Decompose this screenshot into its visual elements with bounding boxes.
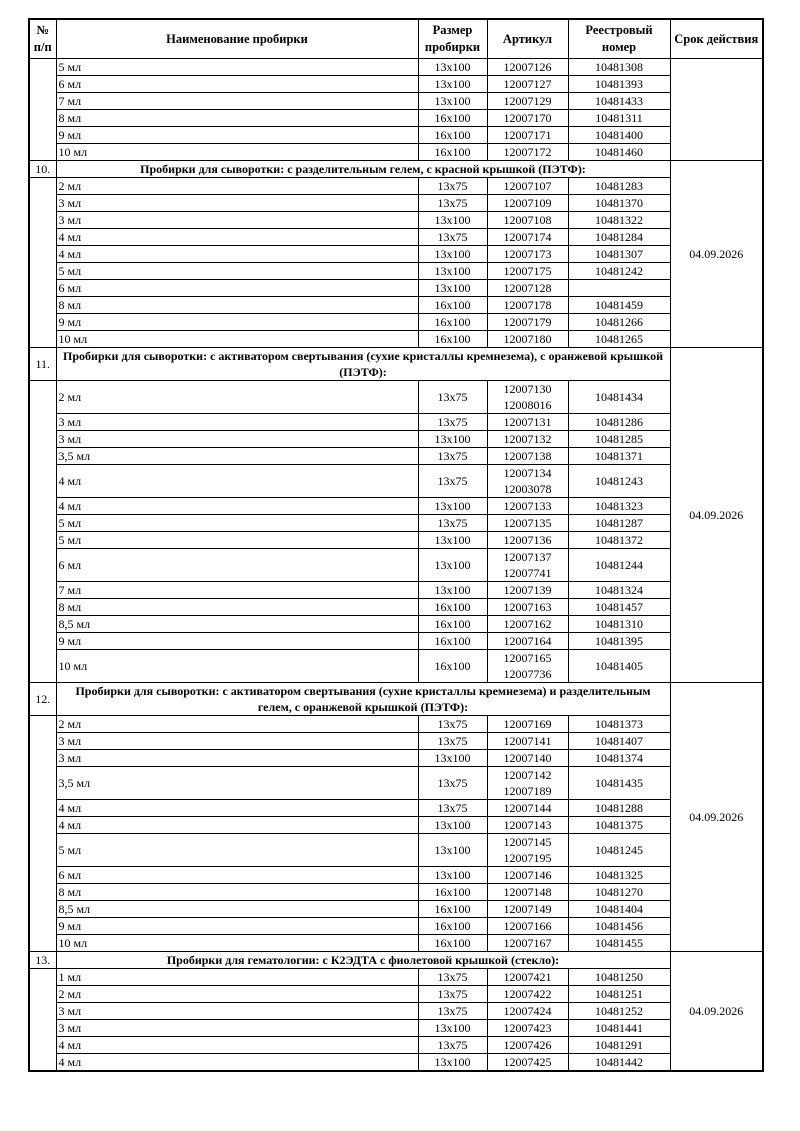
article-cell: 12007143 bbox=[487, 817, 568, 834]
tube-size-cell: 13x100 bbox=[418, 582, 487, 599]
tube-name-cell: 10 мл bbox=[56, 650, 418, 683]
article-cell: 12007422 bbox=[487, 986, 568, 1003]
table-row bbox=[29, 1054, 763, 1072]
section-number-spacer-cell bbox=[29, 969, 56, 1072]
validity-cell: 04.09.2026 bbox=[670, 161, 763, 348]
article-cell: 12007137 12007741 bbox=[487, 549, 568, 582]
table-row bbox=[29, 280, 763, 297]
validity-cell: 04.09.2026 bbox=[670, 348, 763, 683]
tube-size-cell: 13x100 bbox=[418, 212, 487, 229]
article-cell: 12007424 bbox=[487, 1003, 568, 1020]
section-title-cell: Пробирки для гематологии: с К2ЭДТА с фиолетовой крышкой (стекло): bbox=[56, 952, 670, 969]
article-cell: 12007166 bbox=[487, 918, 568, 935]
table-row bbox=[29, 448, 763, 465]
registry-cell: 10481325 bbox=[568, 867, 670, 884]
article-cell: 12007134 12003078 bbox=[487, 465, 568, 498]
article-cell: 12007129 bbox=[487, 93, 568, 110]
tube-name-cell: 4 мл bbox=[56, 229, 418, 246]
tube-name-cell: 7 мл bbox=[56, 582, 418, 599]
table-row bbox=[29, 515, 763, 532]
article-cell: 12007173 bbox=[487, 246, 568, 263]
tube-size-cell: 13x75 bbox=[418, 448, 487, 465]
table-row bbox=[29, 884, 763, 901]
section-number-cell: 13. bbox=[29, 952, 56, 969]
table-row bbox=[29, 144, 763, 161]
tube-size-cell: 13x100 bbox=[418, 280, 487, 297]
tube-size-cell: 13x75 bbox=[418, 229, 487, 246]
tube-name-cell: 9 мл bbox=[56, 314, 418, 331]
tube-name-cell: 3 мл bbox=[56, 750, 418, 767]
tube-table-body bbox=[29, 59, 763, 1072]
tube-size-cell: 13x75 bbox=[418, 515, 487, 532]
table-row bbox=[29, 935, 763, 952]
article-cell: 12007421 bbox=[487, 969, 568, 986]
tube-size-cell: 16x100 bbox=[418, 901, 487, 918]
tube-name-cell: 9 мл bbox=[56, 633, 418, 650]
section-header-row bbox=[29, 952, 763, 969]
registry-cell: 10481324 bbox=[568, 582, 670, 599]
tube-name-cell: 5 мл bbox=[56, 263, 418, 280]
registry-cell: 10481287 bbox=[568, 515, 670, 532]
registry-cell bbox=[568, 280, 670, 297]
table-row bbox=[29, 582, 763, 599]
article-cell: 12007128 bbox=[487, 280, 568, 297]
registry-cell: 10481252 bbox=[568, 1003, 670, 1020]
tube-name-cell: 7 мл bbox=[56, 93, 418, 110]
tube-name-cell: 5 мл bbox=[56, 59, 418, 76]
article-cell: 12007146 bbox=[487, 867, 568, 884]
section-header-row bbox=[29, 348, 763, 381]
tube-size-cell: 13x100 bbox=[418, 750, 487, 767]
header-article: Артикул bbox=[487, 19, 568, 59]
article-cell: 12007148 bbox=[487, 884, 568, 901]
tube-name-cell: 6 мл bbox=[56, 867, 418, 884]
table-row bbox=[29, 901, 763, 918]
tube-size-cell: 13x100 bbox=[418, 1020, 487, 1037]
registry-cell: 10481395 bbox=[568, 633, 670, 650]
tube-name-cell: 10 мл bbox=[56, 144, 418, 161]
validity-cell: 04.09.2026 bbox=[670, 952, 763, 1072]
table-row bbox=[29, 616, 763, 633]
tube-size-cell: 16x100 bbox=[418, 599, 487, 616]
article-cell: 12007167 bbox=[487, 935, 568, 952]
table-row bbox=[29, 498, 763, 515]
tube-name-cell: 8 мл bbox=[56, 884, 418, 901]
registry-cell: 10481375 bbox=[568, 817, 670, 834]
registry-cell: 10481373 bbox=[568, 716, 670, 733]
table-row bbox=[29, 297, 763, 314]
tube-name-cell: 2 мл bbox=[56, 381, 418, 414]
registry-cell: 10481270 bbox=[568, 884, 670, 901]
table-row bbox=[29, 986, 763, 1003]
tube-name-cell: 3 мл bbox=[56, 212, 418, 229]
article-cell: 12007130 12008016 bbox=[487, 381, 568, 414]
article-cell: 12007179 bbox=[487, 314, 568, 331]
article-cell: 12007170 bbox=[487, 110, 568, 127]
table-row bbox=[29, 178, 763, 195]
article-cell: 12007107 bbox=[487, 178, 568, 195]
registry-cell: 10481307 bbox=[568, 246, 670, 263]
registry-cell: 10481400 bbox=[568, 127, 670, 144]
registry-cell: 10481310 bbox=[568, 616, 670, 633]
tube-size-cell: 16x100 bbox=[418, 297, 487, 314]
table-row bbox=[29, 314, 763, 331]
tube-name-cell: 3 мл bbox=[56, 431, 418, 448]
registry-cell: 10481251 bbox=[568, 986, 670, 1003]
tube-size-cell: 16x100 bbox=[418, 110, 487, 127]
section-number-spacer-cell bbox=[29, 59, 56, 161]
tube-name-cell: 2 мл bbox=[56, 178, 418, 195]
registry-cell: 10481407 bbox=[568, 733, 670, 750]
registry-cell: 10481460 bbox=[568, 144, 670, 161]
tube-size-cell: 13x75 bbox=[418, 986, 487, 1003]
article-cell: 12007131 bbox=[487, 414, 568, 431]
registry-cell: 10481242 bbox=[568, 263, 670, 280]
tube-name-cell: 3,5 мл bbox=[56, 767, 418, 800]
registry-cell: 10481433 bbox=[568, 93, 670, 110]
section-header-row bbox=[29, 683, 763, 716]
tube-size-cell: 13x75 bbox=[418, 178, 487, 195]
registry-cell: 10481455 bbox=[568, 935, 670, 952]
registry-cell: 10481393 bbox=[568, 76, 670, 93]
table-row bbox=[29, 918, 763, 935]
validity-cell bbox=[670, 59, 763, 161]
tube-size-cell: 13x75 bbox=[418, 465, 487, 498]
tube-name-cell: 5 мл bbox=[56, 515, 418, 532]
section-number-spacer-cell bbox=[29, 178, 56, 348]
tube-size-cell: 13x100 bbox=[418, 498, 487, 515]
table-header-row bbox=[29, 19, 763, 59]
tube-size-cell: 13x100 bbox=[418, 532, 487, 549]
registry-cell: 10481442 bbox=[568, 1054, 670, 1072]
registry-cell: 10481441 bbox=[568, 1020, 670, 1037]
tube-name-cell: 3 мл bbox=[56, 195, 418, 212]
registry-cell: 10481371 bbox=[568, 448, 670, 465]
tube-name-cell: 10 мл bbox=[56, 935, 418, 952]
table-row bbox=[29, 969, 763, 986]
header-registry: Реестровый номер bbox=[568, 19, 670, 59]
tube-size-cell: 13x75 bbox=[418, 800, 487, 817]
registry-cell: 10481245 bbox=[568, 834, 670, 867]
tube-name-cell: 2 мл bbox=[56, 716, 418, 733]
tube-name-cell: 6 мл bbox=[56, 549, 418, 582]
header-number: № п/п bbox=[29, 19, 56, 59]
registry-cell: 10481311 bbox=[568, 110, 670, 127]
tube-size-cell: 13x100 bbox=[418, 246, 487, 263]
article-cell: 12007164 bbox=[487, 633, 568, 650]
table-row bbox=[29, 127, 763, 144]
article-cell: 12007139 bbox=[487, 582, 568, 599]
article-cell: 12007135 bbox=[487, 515, 568, 532]
table-header bbox=[29, 19, 763, 59]
tube-size-cell: 13x100 bbox=[418, 834, 487, 867]
tube-name-cell: 4 мл bbox=[56, 1037, 418, 1054]
table-row bbox=[29, 59, 763, 76]
registry-cell: 10481286 bbox=[568, 414, 670, 431]
registry-cell: 10481244 bbox=[568, 549, 670, 582]
tube-size-cell: 16x100 bbox=[418, 314, 487, 331]
table-row bbox=[29, 195, 763, 212]
header-size: Размер пробирки bbox=[418, 19, 487, 59]
tube-size-cell: 16x100 bbox=[418, 331, 487, 348]
tube-name-cell: 4 мл bbox=[56, 800, 418, 817]
tube-size-cell: 16x100 bbox=[418, 633, 487, 650]
tube-name-cell: 10 мл bbox=[56, 331, 418, 348]
registry-cell: 10481456 bbox=[568, 918, 670, 935]
section-title-cell: Пробирки для сыворотки: с активатором свертывания (сухие кристаллы кремнезема), с оранжевой крышкой (ПЭТФ): bbox=[56, 348, 670, 381]
table-row bbox=[29, 263, 763, 280]
tube-name-cell: 9 мл bbox=[56, 127, 418, 144]
tube-size-cell: 16x100 bbox=[418, 127, 487, 144]
table-row bbox=[29, 431, 763, 448]
tube-name-cell: 3 мл bbox=[56, 414, 418, 431]
tube-size-cell: 13x100 bbox=[418, 93, 487, 110]
section-title-cell: Пробирки для сыворотки: с разделительным гелем, с красной крышкой (ПЭТФ): bbox=[56, 161, 670, 178]
article-cell: 12007132 bbox=[487, 431, 568, 448]
table-row bbox=[29, 750, 763, 767]
article-cell: 12007127 bbox=[487, 76, 568, 93]
tube-name-cell: 6 мл bbox=[56, 280, 418, 297]
tube-size-cell: 13x75 bbox=[418, 195, 487, 212]
tube-size-cell: 13x75 bbox=[418, 1037, 487, 1054]
tube-size-cell: 13x75 bbox=[418, 733, 487, 750]
tube-name-cell: 5 мл bbox=[56, 532, 418, 549]
tube-size-cell: 13x100 bbox=[418, 431, 487, 448]
tube-name-cell: 3,5 мл bbox=[56, 448, 418, 465]
registry-cell: 10481370 bbox=[568, 195, 670, 212]
registry-cell: 10481291 bbox=[568, 1037, 670, 1054]
section-number-spacer-cell bbox=[29, 381, 56, 683]
table-row bbox=[29, 1003, 763, 1020]
article-cell: 12007165 12007736 bbox=[487, 650, 568, 683]
section-number-spacer-cell bbox=[29, 716, 56, 952]
tube-size-cell: 16x100 bbox=[418, 144, 487, 161]
tube-name-cell: 8,5 мл bbox=[56, 901, 418, 918]
registry-cell: 10481435 bbox=[568, 767, 670, 800]
tube-size-cell: 13x75 bbox=[418, 414, 487, 431]
tube-name-cell: 4 мл bbox=[56, 817, 418, 834]
registry-cell: 10481434 bbox=[568, 381, 670, 414]
registry-cell: 10481284 bbox=[568, 229, 670, 246]
article-cell: 12007138 bbox=[487, 448, 568, 465]
article-cell: 12007140 bbox=[487, 750, 568, 767]
table-row bbox=[29, 1020, 763, 1037]
table-row bbox=[29, 800, 763, 817]
table-row bbox=[29, 532, 763, 549]
article-cell: 12007145 12007195 bbox=[487, 834, 568, 867]
article-cell: 12007174 bbox=[487, 229, 568, 246]
table-row bbox=[29, 817, 763, 834]
article-cell: 12007133 bbox=[487, 498, 568, 515]
tube-size-cell: 13x75 bbox=[418, 381, 487, 414]
section-number-cell: 10. bbox=[29, 161, 56, 178]
tube-name-cell: 8 мл bbox=[56, 110, 418, 127]
section-header-row bbox=[29, 161, 763, 178]
table-row bbox=[29, 1037, 763, 1054]
article-cell: 12007144 bbox=[487, 800, 568, 817]
section-number-cell: 11. bbox=[29, 348, 56, 381]
registry-cell: 10481404 bbox=[568, 901, 670, 918]
registry-cell: 10481323 bbox=[568, 498, 670, 515]
tube-name-cell: 8 мл bbox=[56, 297, 418, 314]
table-row bbox=[29, 767, 763, 800]
tube-name-cell: 4 мл bbox=[56, 246, 418, 263]
tube-name-cell: 8,5 мл bbox=[56, 616, 418, 633]
article-cell: 12007172 bbox=[487, 144, 568, 161]
tube-name-cell: 9 мл bbox=[56, 918, 418, 935]
tube-size-cell: 13x75 bbox=[418, 1003, 487, 1020]
table-row bbox=[29, 716, 763, 733]
registry-cell: 10481374 bbox=[568, 750, 670, 767]
registry-cell: 10481283 bbox=[568, 178, 670, 195]
tube-size-cell: 13x75 bbox=[418, 767, 487, 800]
tube-name-cell: 3 мл bbox=[56, 733, 418, 750]
article-cell: 12007136 bbox=[487, 532, 568, 549]
registry-cell: 10481308 bbox=[568, 59, 670, 76]
article-cell: 12007108 bbox=[487, 212, 568, 229]
tube-size-cell: 13x100 bbox=[418, 817, 487, 834]
table-row bbox=[29, 76, 763, 93]
table-row bbox=[29, 650, 763, 683]
article-cell: 12007175 bbox=[487, 263, 568, 280]
article-cell: 12007163 bbox=[487, 599, 568, 616]
registry-cell: 10481266 bbox=[568, 314, 670, 331]
registry-cell: 10481322 bbox=[568, 212, 670, 229]
table-row bbox=[29, 733, 763, 750]
tube-size-cell: 13x100 bbox=[418, 867, 487, 884]
tube-name-cell: 1 мл bbox=[56, 969, 418, 986]
tube-name-cell: 3 мл bbox=[56, 1020, 418, 1037]
tube-size-cell: 13x100 bbox=[418, 1054, 487, 1072]
table-row bbox=[29, 246, 763, 263]
registry-cell: 10481265 bbox=[568, 331, 670, 348]
tube-size-cell: 16x100 bbox=[418, 884, 487, 901]
article-cell: 12007162 bbox=[487, 616, 568, 633]
table-row bbox=[29, 414, 763, 431]
article-cell: 12007149 bbox=[487, 901, 568, 918]
table-row bbox=[29, 867, 763, 884]
tube-name-cell: 4 мл bbox=[56, 465, 418, 498]
registry-cell: 10481243 bbox=[568, 465, 670, 498]
table-row bbox=[29, 110, 763, 127]
article-cell: 12007169 bbox=[487, 716, 568, 733]
table-row bbox=[29, 93, 763, 110]
table-row bbox=[29, 633, 763, 650]
tube-size-cell: 16x100 bbox=[418, 650, 487, 683]
tube-size-cell: 13x75 bbox=[418, 969, 487, 986]
registry-cell: 10481285 bbox=[568, 431, 670, 448]
article-cell: 12007171 bbox=[487, 127, 568, 144]
tube-name-cell: 8 мл bbox=[56, 599, 418, 616]
validity-cell: 04.09.2026 bbox=[670, 683, 763, 952]
tube-name-cell: 6 мл bbox=[56, 76, 418, 93]
registry-cell: 10481288 bbox=[568, 800, 670, 817]
table-row bbox=[29, 381, 763, 414]
article-cell: 12007178 bbox=[487, 297, 568, 314]
article-cell: 12007141 bbox=[487, 733, 568, 750]
header-name: Наименование пробирки bbox=[56, 19, 418, 59]
table-row bbox=[29, 599, 763, 616]
registry-cell: 10481459 bbox=[568, 297, 670, 314]
tube-name-cell: 5 мл bbox=[56, 834, 418, 867]
tube-size-cell: 13x100 bbox=[418, 263, 487, 280]
tube-size-cell: 16x100 bbox=[418, 616, 487, 633]
article-cell: 12007426 bbox=[487, 1037, 568, 1054]
registry-cell: 10481372 bbox=[568, 532, 670, 549]
registry-cell: 10481457 bbox=[568, 599, 670, 616]
registry-cell: 10481405 bbox=[568, 650, 670, 683]
tube-size-cell: 13x100 bbox=[418, 549, 487, 582]
table-row bbox=[29, 212, 763, 229]
tube-size-cell: 16x100 bbox=[418, 935, 487, 952]
article-cell: 12007142 12007189 bbox=[487, 767, 568, 800]
table-row bbox=[29, 229, 763, 246]
section-title-cell: Пробирки для сыворотки: с активатором свертывания (сухие кристаллы кремнезема) и разделительным гелем, с оранжевой крышкой (ПЭТФ): bbox=[56, 683, 670, 716]
section-number-cell: 12. bbox=[29, 683, 56, 716]
tube-size-cell: 13x100 bbox=[418, 76, 487, 93]
article-cell: 12007423 bbox=[487, 1020, 568, 1037]
tube-size-cell: 16x100 bbox=[418, 918, 487, 935]
tube-name-cell: 3 мл bbox=[56, 1003, 418, 1020]
tube-size-cell: 13x75 bbox=[418, 716, 487, 733]
tube-registry-table bbox=[28, 18, 764, 1072]
article-cell: 12007109 bbox=[487, 195, 568, 212]
registry-cell: 10481250 bbox=[568, 969, 670, 986]
header-validity: Срок действия bbox=[670, 19, 763, 59]
article-cell: 12007126 bbox=[487, 59, 568, 76]
tube-size-cell: 13x100 bbox=[418, 59, 487, 76]
article-cell: 12007180 bbox=[487, 331, 568, 348]
table-row bbox=[29, 834, 763, 867]
tube-name-cell: 4 мл bbox=[56, 1054, 418, 1072]
tube-name-cell: 2 мл bbox=[56, 986, 418, 1003]
article-cell: 12007425 bbox=[487, 1054, 568, 1072]
table-row bbox=[29, 331, 763, 348]
table-row bbox=[29, 465, 763, 498]
table-row bbox=[29, 549, 763, 582]
tube-name-cell: 4 мл bbox=[56, 498, 418, 515]
